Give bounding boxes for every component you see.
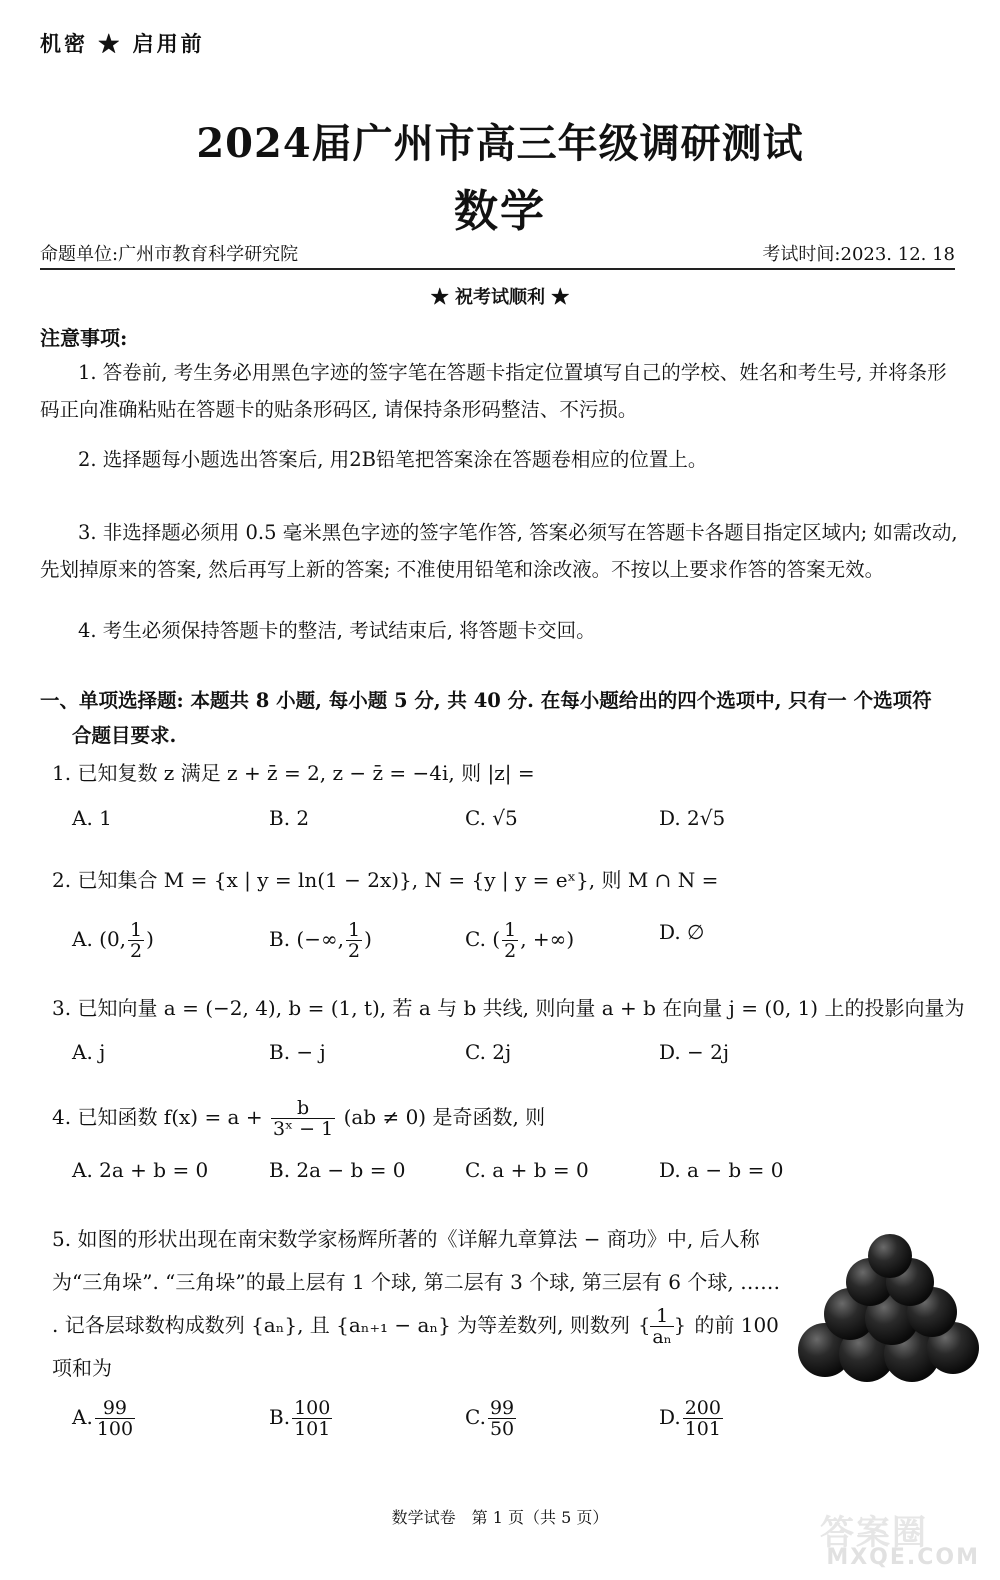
option-a: A. 2a + b = 0: [72, 1158, 209, 1182]
option-b-prefix: B. (−∞,: [269, 927, 344, 951]
option-a: A. j: [72, 1040, 106, 1064]
option-b-label: B.: [269, 1405, 291, 1429]
option-b: [269, 1398, 334, 1439]
fraction-numerator: 200: [684, 1397, 721, 1419]
question-5-options: [72, 1398, 872, 1438]
option-a: A. 1: [72, 806, 112, 830]
option-c: C. a + b = 0: [465, 1158, 589, 1182]
option-d-label: D.: [659, 1405, 681, 1429]
fraction-denominator: 101: [294, 1418, 331, 1440]
ball: [868, 1234, 912, 1278]
fraction-denominator: 2: [130, 940, 143, 962]
question-4-prefix: 4. 已知函数 f(x) = a +: [52, 1105, 263, 1129]
option-a-label: A.: [72, 1405, 93, 1429]
good-luck-banner: ★ 祝考试顺利 ★: [430, 287, 570, 308]
fraction: [488, 1398, 516, 1439]
option-a-suffix: ): [146, 927, 154, 951]
exam-info-line: [40, 240, 955, 270]
fraction-denominator: 100: [96, 1418, 134, 1440]
option-b: B. − j: [269, 1040, 326, 1064]
section-heading-line1: 一、单项选择题: 本题共 8 小题, 每小题 5 分, 共 40 分. 在每小题给出的四个选项中, 只有一 个选项符: [40, 689, 932, 712]
notice-item-3: 3. 非选择题必须用 0.5 毫米黑色字迹的签字笔作答, 答案必须写在答题卡各题目指定区域内; 如需改动, 先划掉原来的答案, 然后再写上新的答案; 不准使用铅笔和涂改液。不按以上要求作答的答案无效。: [40, 521, 958, 581]
option-c: [465, 1398, 518, 1439]
option-c: [465, 920, 574, 961]
option-b-suffix: ): [364, 927, 372, 951]
fraction-denominator: 2: [504, 940, 517, 962]
question-3-stem: 3. 已知向量 a = (−2, 4), b = (1, t), 若 a 与 b 共线, 则向量 a + b 在向量 j = (0, 1) 上的投影向量为: [52, 996, 965, 1020]
option-d: D. a − b = 0: [659, 1158, 784, 1182]
exam-title: 2024届广州市高三年级调研测试: [196, 120, 804, 167]
subject-title: 数学: [454, 186, 546, 237]
fraction: [683, 1398, 723, 1439]
option-b: B. 2: [269, 806, 310, 830]
fraction-numerator: 1: [650, 1306, 674, 1327]
option-c: C. 2j: [465, 1040, 512, 1064]
option-c-label: C.: [465, 1405, 486, 1429]
fraction-denominator: 50: [489, 1418, 515, 1440]
fraction: [271, 1098, 335, 1139]
fraction: [346, 920, 362, 961]
fraction-numerator: 99: [95, 1398, 135, 1419]
notice-item-2: 2. 选择题每小题选出答案后, 用2B铅笔把答案涂在答题卷相应的位置上。: [78, 448, 708, 471]
confidential-label: 机密 ★ 启用前: [40, 31, 205, 56]
fraction: [292, 1398, 332, 1439]
option-a: [72, 1398, 137, 1439]
fraction-numerator: b: [271, 1098, 335, 1119]
issuer-text: 命题单位:广州市教育科学研究院: [40, 244, 299, 265]
question-1-options: [72, 806, 872, 846]
option-d: D. ∅: [659, 920, 705, 944]
option-c-suffix: , +∞): [520, 927, 575, 951]
site-watermark: [810, 1505, 980, 1570]
question-4-suffix: (ab ≠ 0) 是奇函数, 则: [343, 1105, 546, 1129]
option-b: B. 2a − b = 0: [269, 1158, 406, 1182]
fraction-denominator: 101: [684, 1418, 721, 1440]
question-3-options: [72, 1040, 872, 1080]
option-a-prefix: A. (0,: [72, 927, 127, 951]
fraction: [95, 1398, 135, 1439]
question-1-stem: 1. 已知复数 z 满足 z + z̄ = 2, z − z̄ = −4i, 则 |z| =: [52, 761, 535, 785]
question-4-options: [72, 1158, 872, 1198]
fraction: { $\frac{1}{\text{aₙ}}$ }: [638, 1305, 686, 1348]
fraction-numerator: 100: [294, 1397, 331, 1419]
fraction: [502, 920, 518, 961]
question-5-stem: [52, 1218, 792, 1390]
option-d: D. − 2j: [659, 1040, 730, 1064]
option-c: C. √5: [465, 806, 518, 830]
fraction-numerator: 1: [348, 919, 361, 941]
option-c-prefix: C. (: [465, 927, 501, 951]
option-b: [269, 920, 372, 961]
notice-heading: 注意事项:: [40, 326, 128, 350]
fraction-numerator: 1: [504, 919, 517, 941]
fraction-denominator: aₙ: [652, 1326, 672, 1348]
fraction-numerator: 1: [130, 919, 143, 941]
question-4-stem: [52, 1098, 545, 1139]
watermark-site: MXQE.COM: [826, 1545, 980, 1570]
question-2-options: [72, 920, 872, 960]
section-heading: [40, 683, 960, 753]
exam-date-text: 考试时间:2023. 12. 18: [762, 244, 955, 265]
question-5-part1: 5. 如图的形状出现在南宋数学家杨辉所著的《详解九章算法 − 商功》中, 后人称为“三角垛”. “三角垛”的最上层有 1 个球, 第二层有 3 个球, 第三层有 6 个球, …… . 记各层球数构成数列 {aₙ}, 且 {aₙ₊₁ − aₙ} 为等差数列, 则数列: [52, 1227, 781, 1337]
question-5-part2: 的前 100 项和为: [52, 1313, 779, 1380]
notice-item-1: 1. 答卷前, 考生务必用黑色字迹的签字笔在答题卡指定位置填写自己的学校、姓名和考生号, 并将条形码正向准确粘贴在答题卡的贴条形码区, 请保持条形码整洁、不污损。: [40, 361, 947, 421]
option-a: [72, 920, 154, 961]
fraction-denominator: 3ˣ − 1: [272, 1118, 334, 1140]
question-2-stem: 2. 已知集合 M = {x | y = ln(1 − 2x)}, N = {y | y = eˣ}, 则 M ∩ N =: [52, 868, 719, 892]
section-heading-line2: 合题目要求.: [72, 724, 177, 747]
option-d: D. 2√5: [659, 806, 726, 830]
watermark-logo: 答案圈: [820, 1513, 928, 1553]
fraction-numerator: 99: [489, 1397, 515, 1419]
fraction-denominator: 2: [348, 940, 361, 962]
option-d: [659, 1398, 725, 1439]
page-footer: 数学试卷 第 1 页（共 5 页）: [391, 1508, 609, 1527]
notice-item-4: 4. 考生必须保持答题卡的整洁, 考试结束后, 将答题卡交回。: [78, 619, 596, 642]
triangular-stack-figure: [795, 1232, 985, 1382]
fraction: [128, 920, 144, 961]
